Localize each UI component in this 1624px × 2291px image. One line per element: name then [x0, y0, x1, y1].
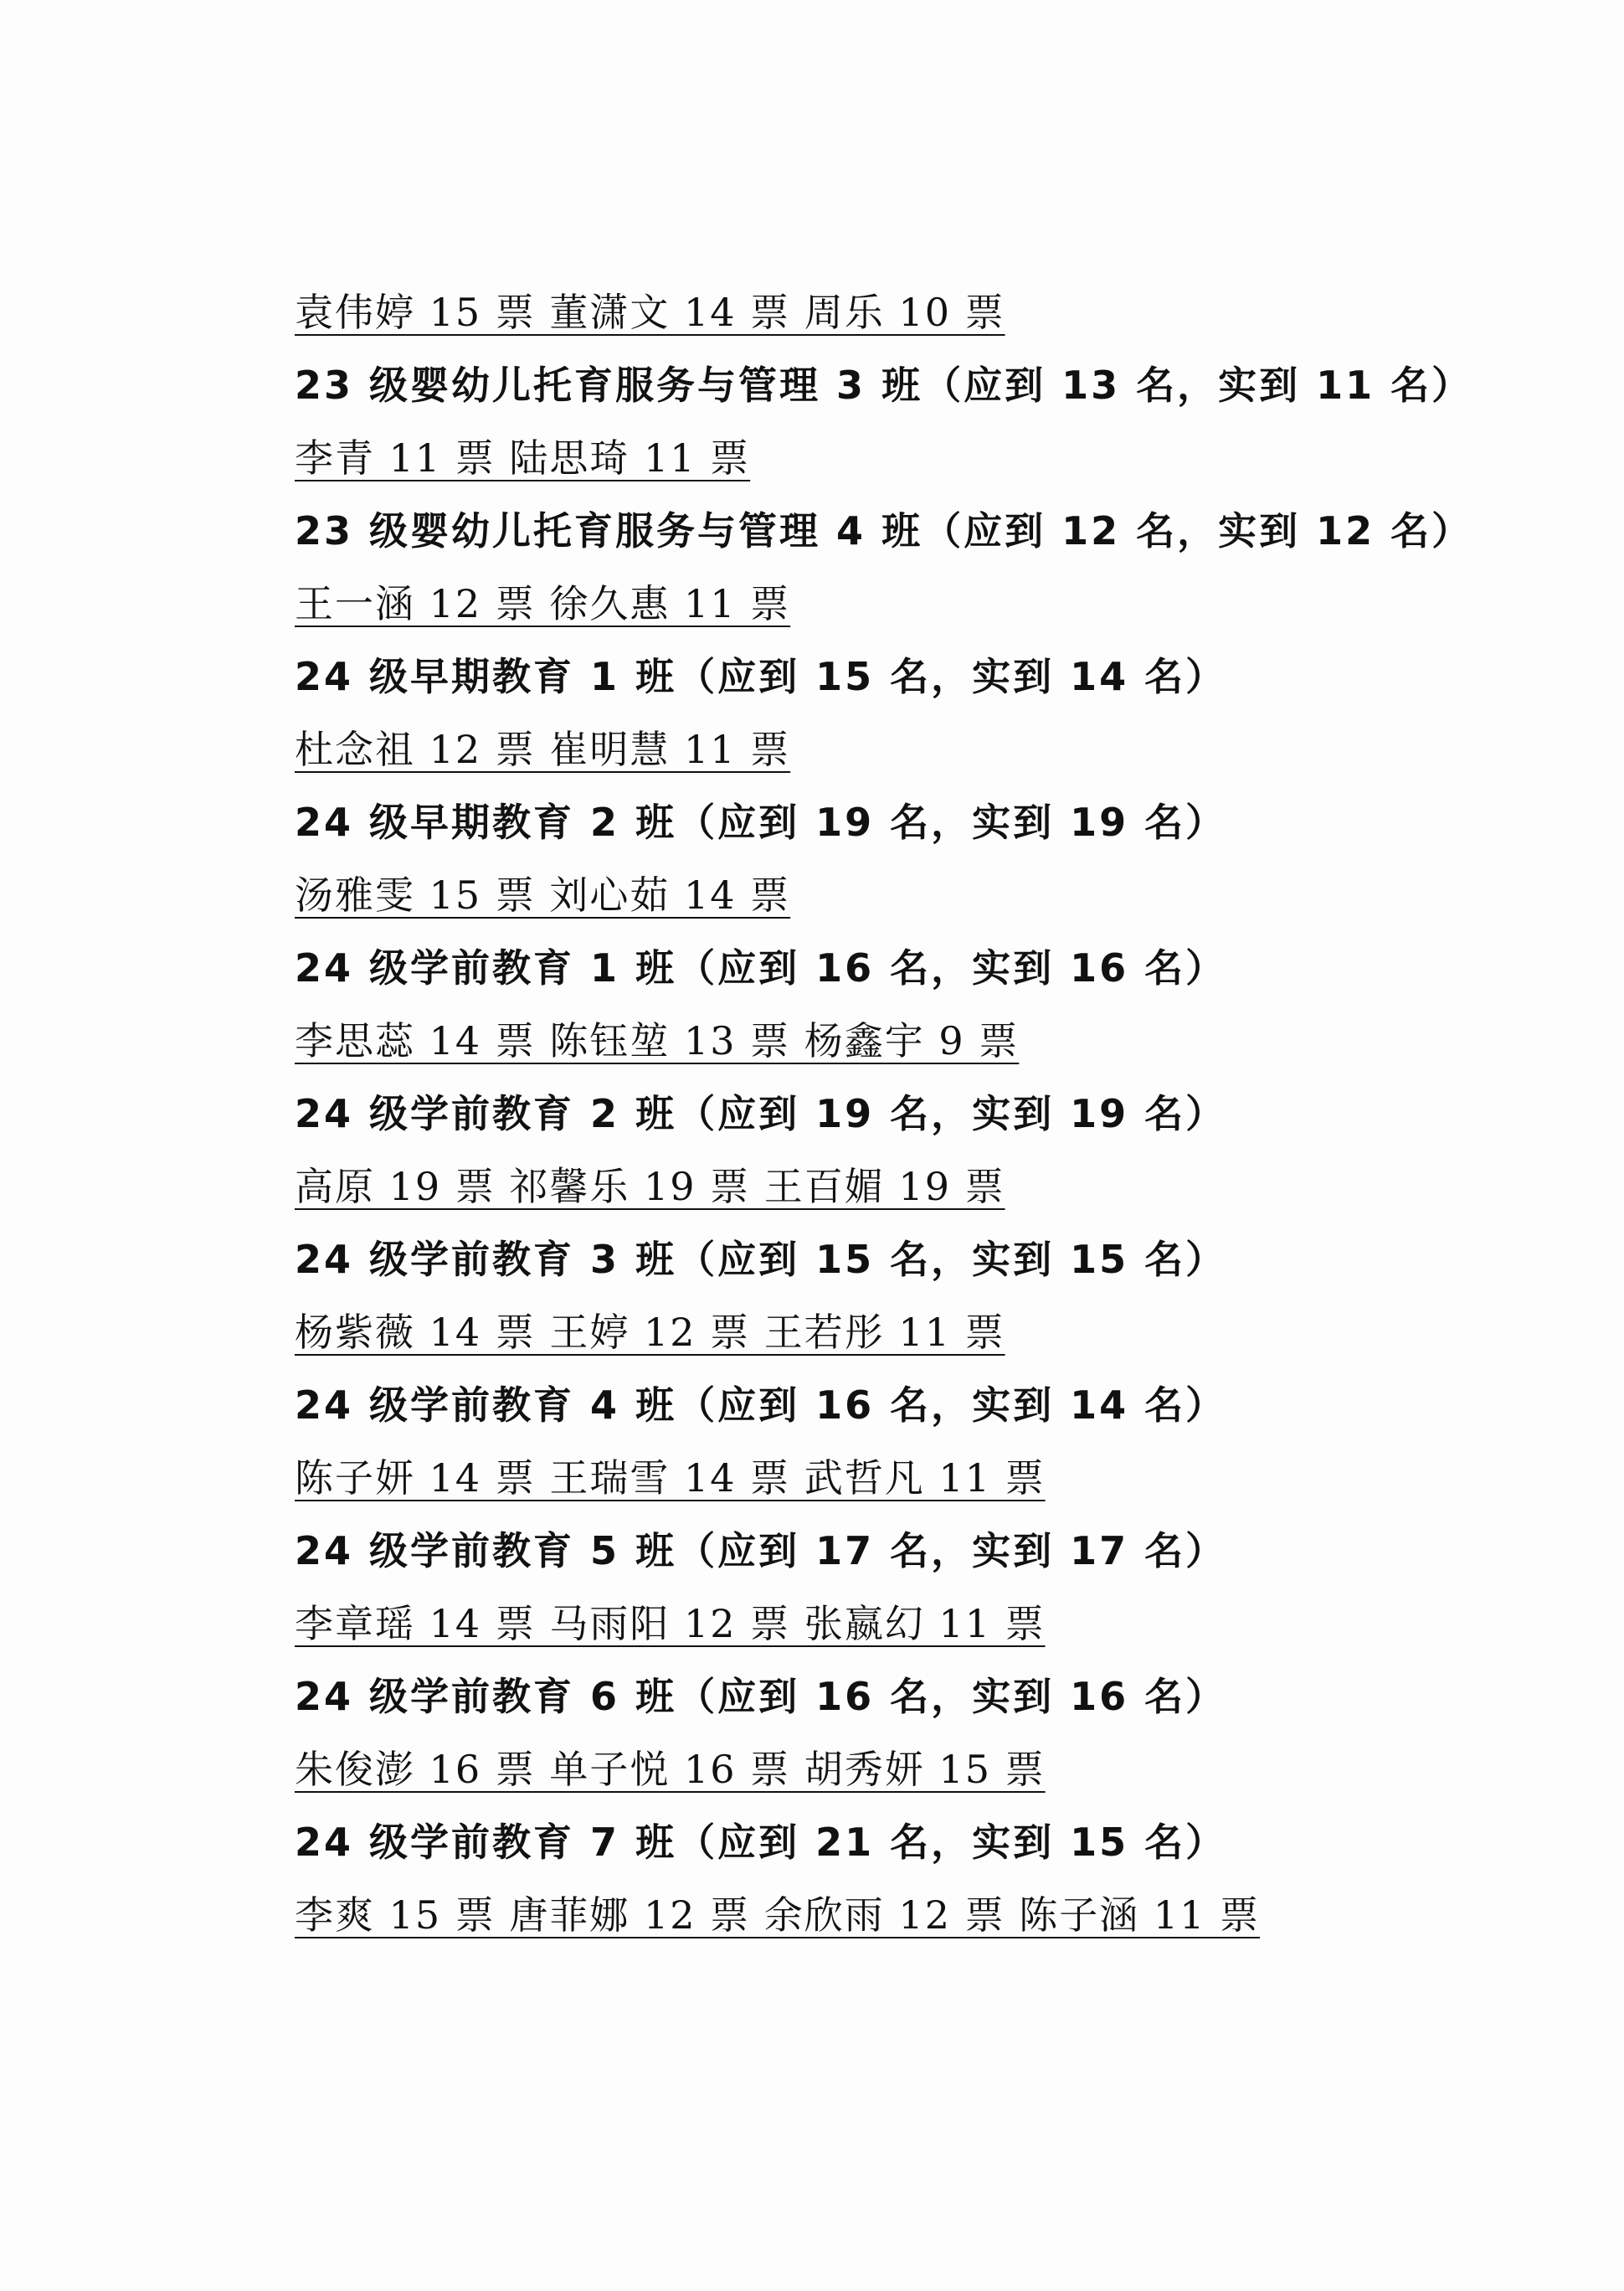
class-heading: 24 级早期教育 2 班（应到 19 名，实到 19 名） — [295, 800, 1227, 845]
class-heading: 24 级学前教育 2 班（应到 19 名，实到 19 名） — [295, 1091, 1227, 1136]
vote-line: 汤雅雯 15 票 刘心茹 14 票 — [295, 873, 791, 918]
vote-results-list — [295, 276, 1550, 1952]
vote-line: 杨紫薇 14 票 王婷 12 票 王若彤 11 票 — [295, 1310, 1005, 1355]
class-heading: 24 级学前教育 5 班（应到 17 名，实到 17 名） — [295, 1528, 1227, 1573]
vote-line: 李爽 15 票 唐菲娜 12 票 余欣雨 12 票 陈子涵 11 票 — [295, 1892, 1260, 1938]
vote-line: 李章瑶 14 票 马雨阳 12 票 张嬴幻 11 票 — [295, 1601, 1046, 1646]
class-heading: 24 级学前教育 1 班（应到 16 名，实到 16 名） — [295, 945, 1227, 991]
vote-line: 李思蕊 14 票 陈钰堃 13 票 杨鑫宇 9 票 — [295, 1018, 1020, 1063]
class-heading: 24 级学前教育 4 班（应到 16 名，实到 14 名） — [295, 1382, 1227, 1428]
vote-line: 李青 11 票 陆思琦 11 票 — [295, 435, 751, 481]
vote-line: 高原 19 票 祁馨乐 19 票 王百媚 19 票 — [295, 1164, 1005, 1209]
class-heading: 23 级婴幼儿托育服务与管理 4 班（应到 12 名，实到 12 名） — [295, 508, 1473, 553]
class-heading: 23 级婴幼儿托育服务与管理 3 班（应到 13 名，实到 11 名） — [295, 363, 1473, 408]
vote-line: 王一涵 12 票 徐久惠 11 票 — [295, 581, 791, 626]
vote-line: 袁伟婷 15 票 董潇文 14 票 周乐 10 票 — [295, 290, 1005, 335]
class-heading: 24 级学前教育 3 班（应到 15 名，实到 15 名） — [295, 1237, 1227, 1282]
class-heading: 24 级学前教育 7 班（应到 21 名，实到 15 名） — [295, 1820, 1227, 1865]
vote-line: 朱俊澎 16 票 单子悦 16 票 胡秀妍 15 票 — [295, 1747, 1046, 1792]
class-heading: 24 级早期教育 1 班（应到 15 名，实到 14 名） — [295, 654, 1227, 699]
vote-line: 陈子妍 14 票 王瑞雪 14 票 武哲凡 11 票 — [295, 1455, 1046, 1501]
vote-line: 杜念祖 12 票 崔明慧 11 票 — [295, 727, 791, 772]
class-heading: 24 级学前教育 6 班（应到 16 名，实到 16 名） — [295, 1674, 1227, 1719]
